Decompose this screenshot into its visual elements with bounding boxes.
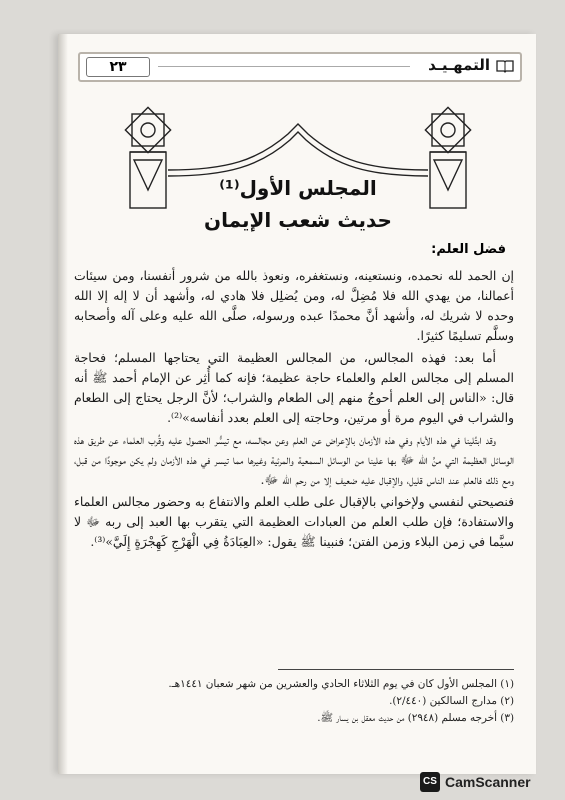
footnotes <box>74 676 514 727</box>
paragraph-1: إن الحمد لله نحمده، ونستعينه، ونستغفره، ونعوذ بالله من شرور أنفسنا، ومن سيئات أعمالنا، من يهدي الله فلا مُضِلَّ له، ومن يُضلِل فلا هادي له، وأشهد أن لا إله إلا الله وحده لا شريك له، وأشهد أنَّ محمدًا عبده ورسوله، صلَّى الله عليه وعلى آله وأصحابه وسلَّم تسليمًا كثيرًا. <box>74 268 514 343</box>
camscanner-label: CamScanner <box>445 774 531 790</box>
header-divider <box>158 66 410 67</box>
section-subtitle: حديث شعب الإيمان <box>204 208 392 232</box>
footnote-rule <box>278 669 514 670</box>
page-number: ٢٣ <box>86 57 150 77</box>
page-header <box>78 52 522 82</box>
paragraph-4: فنصيحتي لنفسي ولإخواني بالإقبال على طلب العلم والانتفاع به وحضور مجالس العلماء والاستفادة؛ فإن طلب العلم من العبادات العظيمة التي يتقرب بها العبد إلى ربه ﷻ لا سيَّما في زمن البلاء وزمن الفتن؛ فنبينا ﷺ يقول: «العِبَادَةُ فِي الْهَرْجِ كَهِجْرَةٍ إِلَيَّ»⁽³⁾. <box>74 494 514 549</box>
book-page <box>58 34 536 774</box>
footnote-3: (٣) أخرجه مسلم (٢٩٤٨) من حديث معقل بن يسار ﷺ. <box>317 712 514 724</box>
footnote-2: (٢) مدارج السالكين (٢/٤٤٠). <box>389 695 514 707</box>
paragraph-3: وقد ابتُلينا في هذه الأيام وفي هذه الأزمان بالإعراض عن العلم وعن مجالسه، مع تيسُّر الحصول عليه وقُرب العلماء عن طريق هذه الوسائل العظيمة التي منَّ الله ﷻ بها علينا من الوسائل السمعية والمرئية وغيرها مما تيسر في هذه الأزمان ولم يكن موجودًا من قبل، ومع ذلك فالعلم عند الناس قليل، والإقبال عليه ضعيف إلا من رحم الله ﷻ. <box>74 432 514 487</box>
section-title: المجلس الأول⁽¹⁾ <box>219 176 377 200</box>
book-icon <box>496 59 514 73</box>
paragraph-2: أما بعد: فهذه المجالس، من المجالس العظيمة التي يحتاجها المسلم؛ فحاجة المسلم إلى مجالس العلم والعلماء حاجة عظيمة؛ فإنه كما أُثِر عن الإمام أحمد ﷺ أنه قال: «الناس إلى العلم أحوجُ منهم إلى الطعام والشراب؛ لأنَّ الرجل يحتاج إلى الطعام والشراب في اليوم مرة أو مرتين، وحاجته إلى العلم بعدد أنفاسه»⁽²⁾. <box>74 350 514 425</box>
footnote-1: (١) المجلس الأول كان في يوم الثلاثاء الحادي والعشرين من شهر شعبان ١٤٤١هـ. <box>168 678 514 690</box>
main-text <box>74 266 514 554</box>
page-spine-shadow <box>58 34 68 774</box>
running-title: التمهـيـد <box>428 56 490 74</box>
camscanner-logo-icon: CS <box>420 772 440 792</box>
side-heading: فضل العلم: <box>431 242 506 257</box>
camscanner-watermark <box>420 770 531 794</box>
